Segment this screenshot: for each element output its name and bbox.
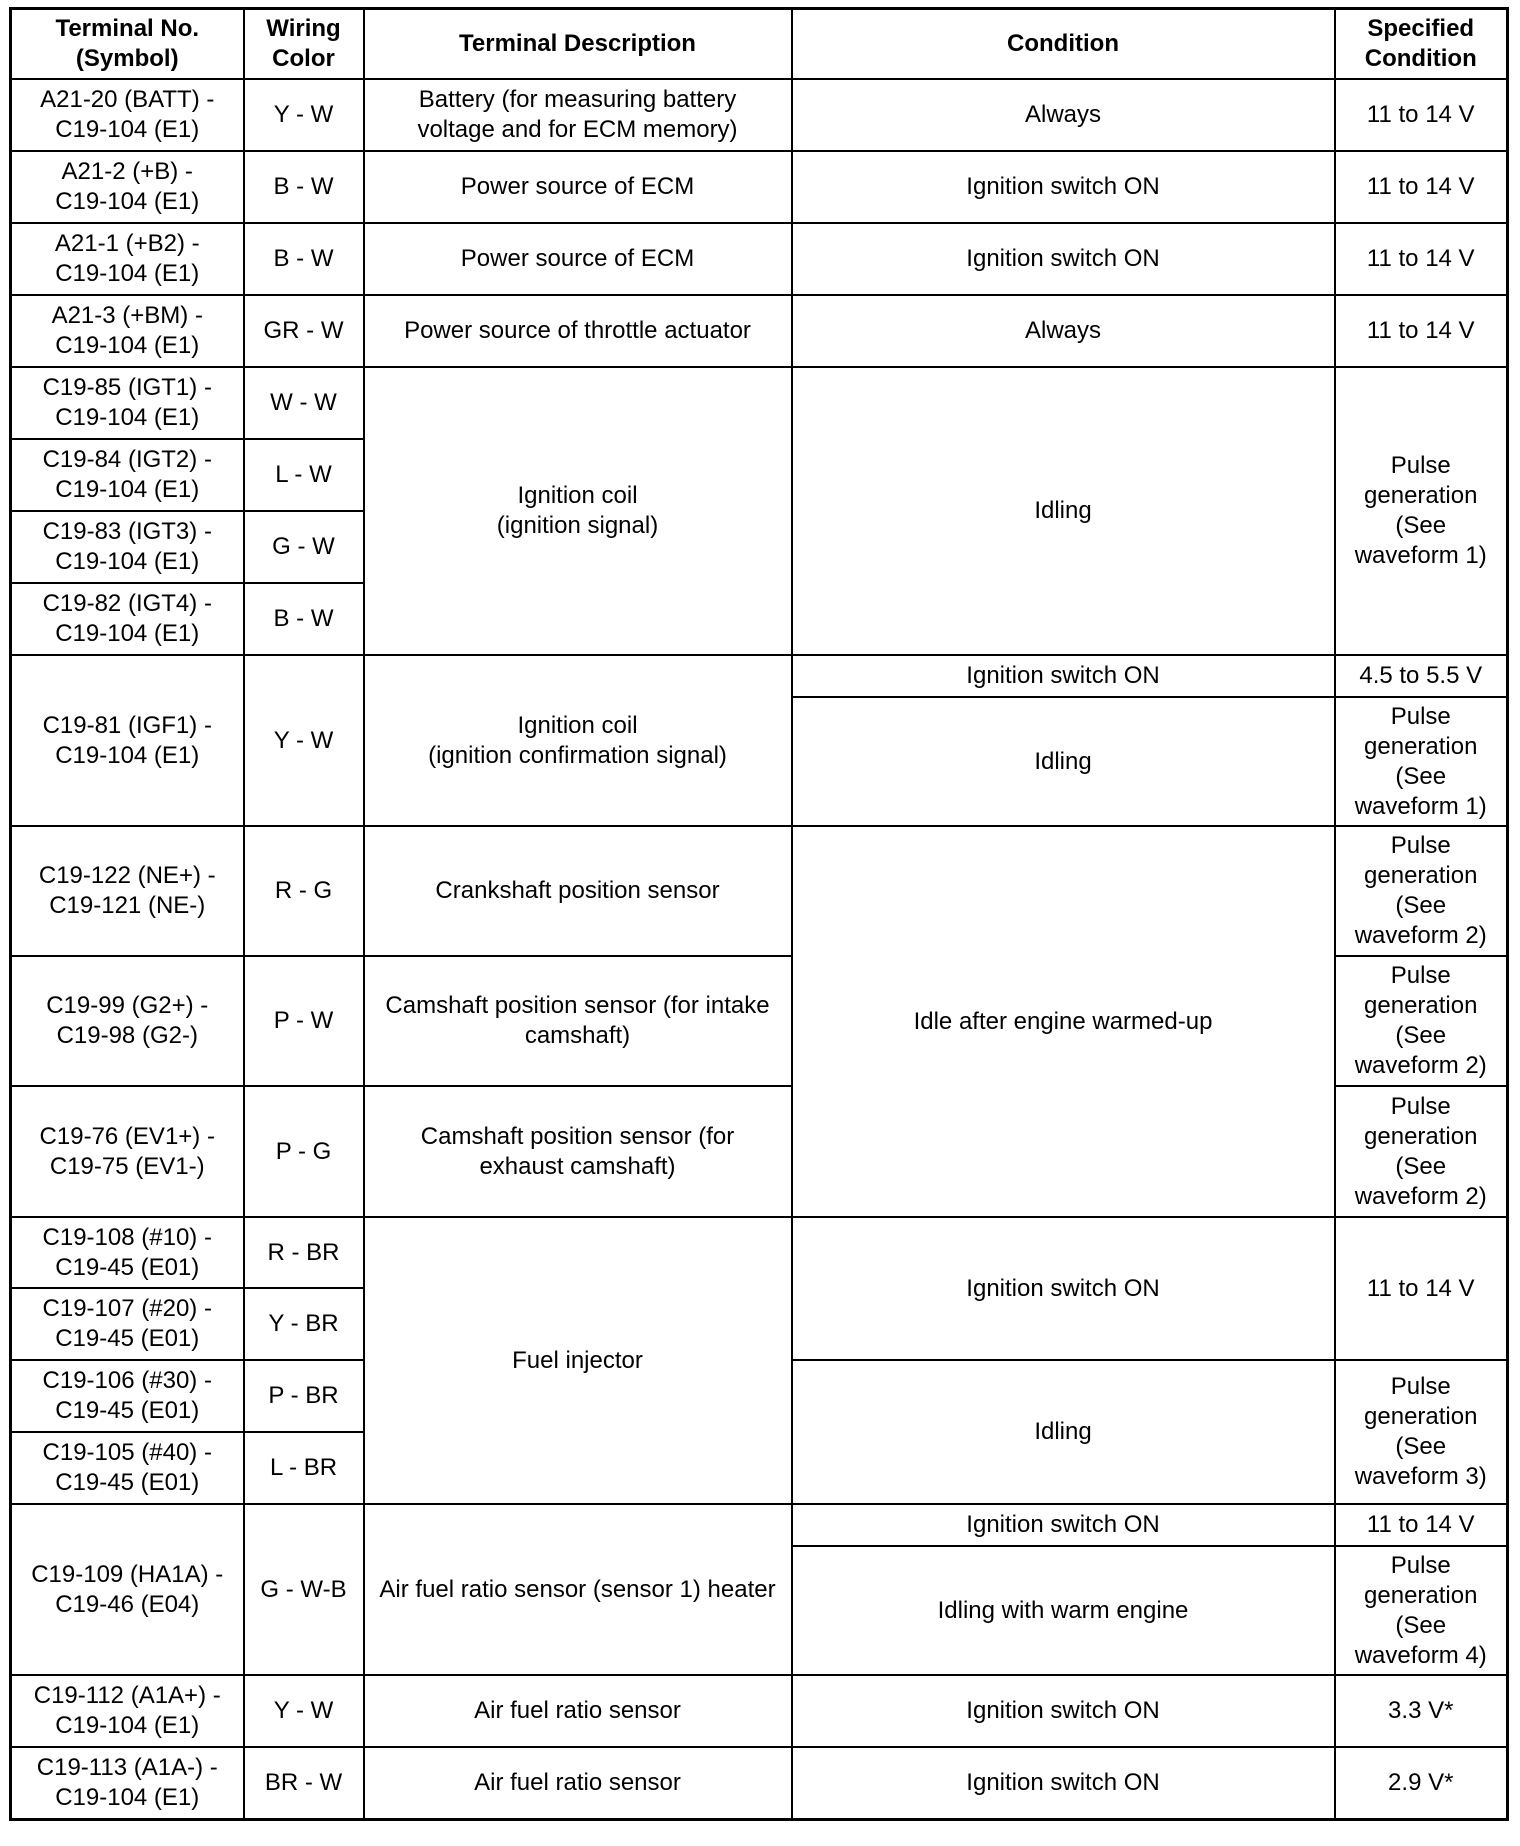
specified-cell: 11 to 14 V bbox=[1335, 223, 1508, 295]
condition-cell: Ignition switch ON bbox=[792, 1217, 1335, 1360]
terminal-cell: C19-112 (A1A+) - C19-104 (E1) bbox=[11, 1675, 244, 1747]
condition-cell: Ignition switch ON bbox=[792, 655, 1335, 697]
specified-cell: 2.9 V* bbox=[1335, 1747, 1508, 1820]
specified-cell: 11 to 14 V bbox=[1335, 79, 1508, 151]
table-row bbox=[11, 826, 1508, 956]
specified-cell: Pulse generation (See waveform 4) bbox=[1335, 1546, 1508, 1675]
specified-cell: Pulse generation (See waveform 1) bbox=[1335, 367, 1508, 655]
terminal-spec-table bbox=[9, 7, 1509, 1821]
wiring-cell: B - W bbox=[244, 583, 364, 655]
wiring-cell: R - G bbox=[244, 826, 364, 956]
description-cell: Ignition coil (ignition signal) bbox=[364, 367, 792, 655]
wiring-cell: G - W bbox=[244, 511, 364, 583]
terminal-cell: A21-3 (+BM) - C19-104 (E1) bbox=[11, 295, 244, 367]
description-cell: Air fuel ratio sensor bbox=[364, 1747, 792, 1820]
terminal-cell: C19-108 (#10) - C19-45 (E01) bbox=[11, 1217, 244, 1288]
terminal-cell: C19-107 (#20) - C19-45 (E01) bbox=[11, 1288, 244, 1360]
description-cell: Battery (for measuring battery voltage and for ECM memory) bbox=[364, 79, 792, 151]
condition-cell: Ignition switch ON bbox=[792, 1747, 1335, 1820]
terminal-cell: C19-85 (IGT1) - C19-104 (E1) bbox=[11, 367, 244, 439]
specified-cell: 11 to 14 V bbox=[1335, 1217, 1508, 1360]
wiring-cell: R - BR bbox=[244, 1217, 364, 1288]
description-cell: Ignition coil (ignition confirmation signal) bbox=[364, 655, 792, 826]
terminal-cell: C19-106 (#30) - C19-45 (E01) bbox=[11, 1360, 244, 1432]
terminal-cell: A21-2 (+B) - C19-104 (E1) bbox=[11, 151, 244, 223]
table-row bbox=[11, 1217, 1508, 1288]
condition-cell: Idle after engine warmed-up bbox=[792, 826, 1335, 1217]
terminal-cell: A21-20 (BATT) - C19-104 (E1) bbox=[11, 79, 244, 151]
wiring-cell: L - W bbox=[244, 439, 364, 511]
wiring-cell: P - W bbox=[244, 956, 364, 1086]
specified-cell: 3.3 V* bbox=[1335, 1675, 1508, 1747]
terminal-cell: C19-122 (NE+) - C19-121 (NE-) bbox=[11, 826, 244, 956]
wiring-cell: W - W bbox=[244, 367, 364, 439]
terminal-cell: C19-76 (EV1+) - C19-75 (EV1-) bbox=[11, 1086, 244, 1217]
condition-cell: Ignition switch ON bbox=[792, 151, 1335, 223]
table-row bbox=[11, 1747, 1508, 1820]
condition-cell: Idling bbox=[792, 1360, 1335, 1504]
condition-cell: Ignition switch ON bbox=[792, 1675, 1335, 1747]
description-cell: Power source of ECM bbox=[364, 223, 792, 295]
terminal-cell: C19-99 (G2+) - C19-98 (G2-) bbox=[11, 956, 244, 1086]
description-cell: Air fuel ratio sensor bbox=[364, 1675, 792, 1747]
terminal-cell: A21-1 (+B2) - C19-104 (E1) bbox=[11, 223, 244, 295]
terminal-cell: C19-81 (IGF1) - C19-104 (E1) bbox=[11, 655, 244, 826]
table-row bbox=[11, 1675, 1508, 1747]
wiring-cell: BR - W bbox=[244, 1747, 364, 1820]
table-row bbox=[11, 367, 1508, 439]
condition-cell: Idling with warm engine bbox=[792, 1546, 1335, 1675]
table-row bbox=[11, 79, 1508, 151]
wiring-cell: B - W bbox=[244, 151, 364, 223]
terminal-cell: C19-105 (#40) - C19-45 (E01) bbox=[11, 1432, 244, 1504]
terminal-cell: C19-113 (A1A-) - C19-104 (E1) bbox=[11, 1747, 244, 1820]
terminal-cell: C19-109 (HA1A) - C19-46 (E04) bbox=[11, 1504, 244, 1675]
description-cell: Power source of ECM bbox=[364, 151, 792, 223]
header-wiring-color: Wiring Color bbox=[244, 9, 364, 80]
specified-cell: 11 to 14 V bbox=[1335, 151, 1508, 223]
terminal-cell: C19-83 (IGT3) - C19-104 (E1) bbox=[11, 511, 244, 583]
terminal-cell: C19-82 (IGT4) - C19-104 (E1) bbox=[11, 583, 244, 655]
wiring-cell: Y - W bbox=[244, 79, 364, 151]
header-row bbox=[11, 9, 1508, 80]
description-cell: Camshaft position sensor (for exhaust camshaft) bbox=[364, 1086, 792, 1217]
wiring-cell: P - G bbox=[244, 1086, 364, 1217]
wiring-cell: Y - W bbox=[244, 655, 364, 826]
table-row bbox=[11, 655, 1508, 697]
wiring-cell: L - BR bbox=[244, 1432, 364, 1504]
header-terminal-description: Terminal Description bbox=[364, 9, 792, 80]
wiring-cell: Y - BR bbox=[244, 1288, 364, 1360]
condition-cell: Idling bbox=[792, 697, 1335, 826]
header-terminal: Terminal No. (Symbol) bbox=[11, 9, 244, 80]
specified-cell: 4.5 to 5.5 V bbox=[1335, 655, 1508, 697]
description-cell: Fuel injector bbox=[364, 1217, 792, 1504]
condition-cell: Always bbox=[792, 295, 1335, 367]
description-cell: Camshaft position sensor (for intake camshaft) bbox=[364, 956, 792, 1086]
header-specified-condition: Specified Condition bbox=[1335, 9, 1508, 80]
condition-cell: Ignition switch ON bbox=[792, 1504, 1335, 1546]
table-row bbox=[11, 1504, 1508, 1546]
table-row bbox=[11, 223, 1508, 295]
table-row bbox=[11, 151, 1508, 223]
wiring-cell: GR - W bbox=[244, 295, 364, 367]
wiring-cell: Y - W bbox=[244, 1675, 364, 1747]
specified-cell: Pulse generation (See waveform 2) bbox=[1335, 1086, 1508, 1217]
specified-cell: 11 to 14 V bbox=[1335, 295, 1508, 367]
condition-cell: Always bbox=[792, 79, 1335, 151]
condition-cell: Ignition switch ON bbox=[792, 223, 1335, 295]
specified-cell: 11 to 14 V bbox=[1335, 1504, 1508, 1546]
header-condition: Condition bbox=[792, 9, 1335, 80]
terminal-cell: C19-84 (IGT2) - C19-104 (E1) bbox=[11, 439, 244, 511]
specified-cell: Pulse generation (See waveform 2) bbox=[1335, 956, 1508, 1086]
description-cell: Crankshaft position sensor bbox=[364, 826, 792, 956]
wiring-cell: P - BR bbox=[244, 1360, 364, 1432]
wiring-cell: G - W-B bbox=[244, 1504, 364, 1675]
wiring-cell: B - W bbox=[244, 223, 364, 295]
table-row bbox=[11, 295, 1508, 367]
description-cell: Air fuel ratio sensor (sensor 1) heater bbox=[364, 1504, 792, 1675]
specified-cell: Pulse generation (See waveform 3) bbox=[1335, 1360, 1508, 1504]
specified-cell: Pulse generation (See waveform 2) bbox=[1335, 826, 1508, 956]
description-cell: Power source of throttle actuator bbox=[364, 295, 792, 367]
specified-cell: Pulse generation (See waveform 1) bbox=[1335, 697, 1508, 826]
condition-cell: Idling bbox=[792, 367, 1335, 655]
